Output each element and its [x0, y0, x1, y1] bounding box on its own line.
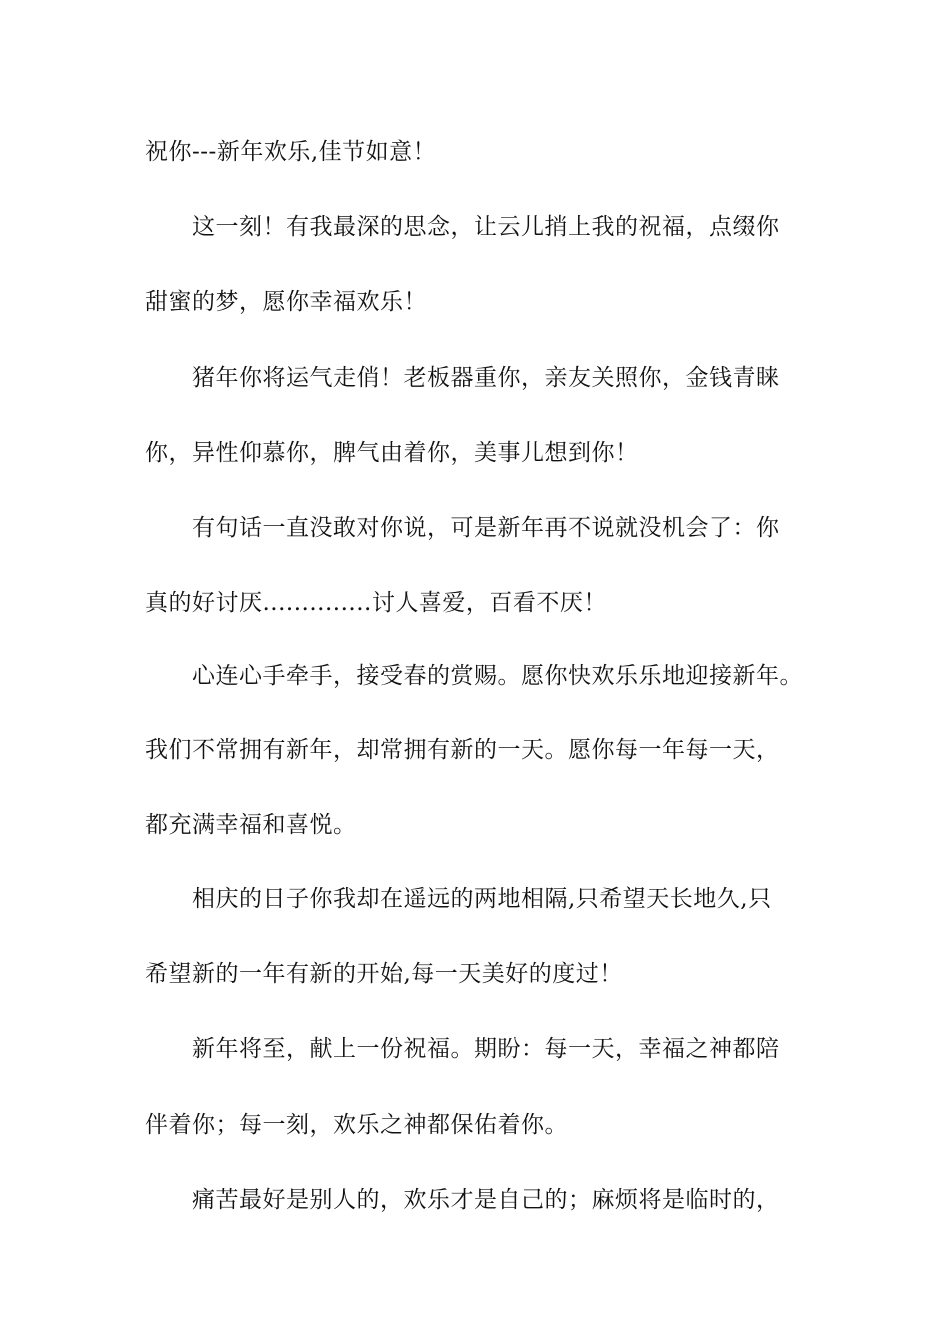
text-line: 甜蜜的梦，愿你幸福欢乐！: [145, 289, 427, 315]
paragraph-first-line: 新年将至，献上一份祝福。期盼：每一天，幸福之神都陪: [192, 1036, 780, 1062]
paragraph-first-line: 相庆的日子你我却在遥远的两地相隔,只希望天长地久,只: [192, 886, 772, 912]
text-line: 我们不常拥有新年，却常拥有新的一天。愿你每一年每一天，: [145, 737, 780, 763]
paragraph-first-line: 有句话一直没敢对你说，可是新年再不说就没机会了：你: [192, 515, 780, 541]
paragraph-first-line: 痛苦最好是别人的，欢乐才是自己的；麻烦将是临时的，: [192, 1187, 780, 1213]
text-line: 真的好讨厌..............讨人喜爱，百看不厌！: [145, 590, 607, 616]
paragraph-first-line: 心连心手牵手，接受春的赏赐。愿你快欢乐乐地迎接新年。: [192, 663, 803, 689]
text-line: 伴着你；每一刻，欢乐之神都保佑着你。: [145, 1112, 568, 1138]
text-line: 都充满幸福和喜悦。: [145, 812, 357, 838]
paragraph-first-line: 这一刻！有我最深的思念，让云儿捎上我的祝福，点缀你: [192, 214, 780, 240]
text-line: 祝你---新年欢乐,佳节如意！: [145, 139, 437, 165]
text-line: 你，异性仰慕你，脾气由着你，美事儿想到你！: [145, 440, 639, 466]
paragraph-first-line: 猪年你将运气走俏！老板器重你，亲友关照你，金钱青睐: [192, 365, 780, 391]
text-line: 希望新的一年有新的开始,每一天美好的度过！: [145, 961, 623, 987]
